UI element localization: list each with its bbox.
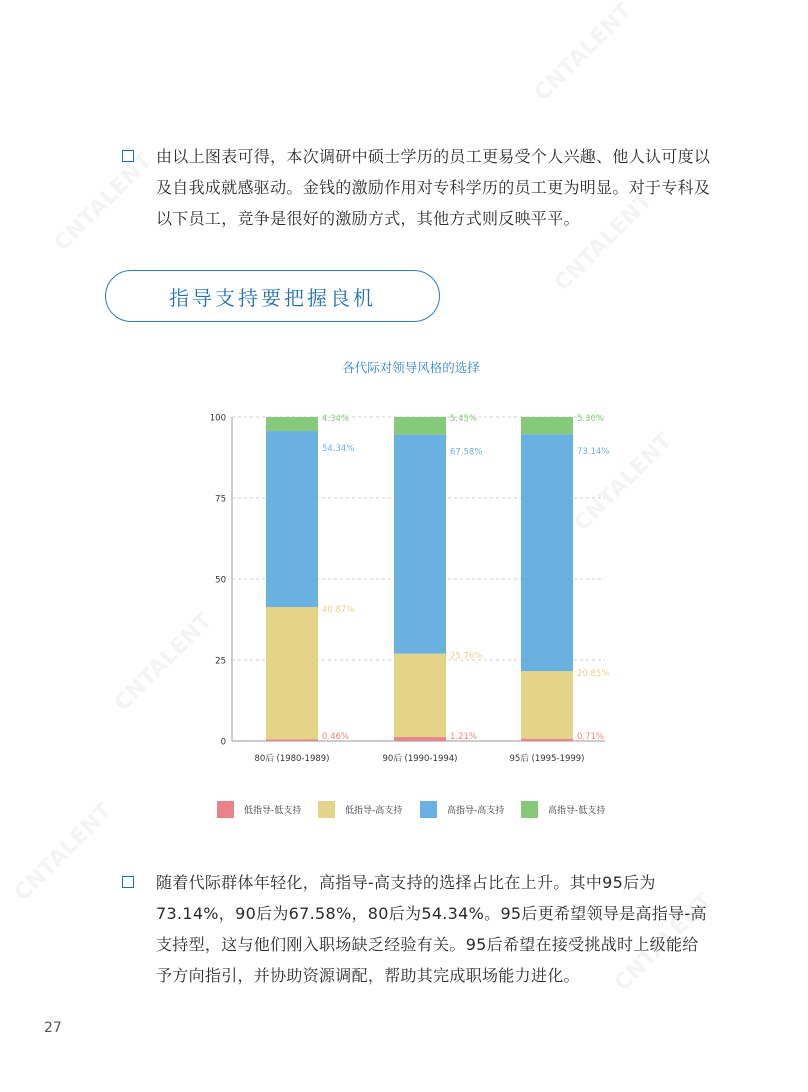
bar-segment [266,431,318,607]
bar-segment [394,654,446,737]
data-label: 0.46% [322,732,350,742]
data-label: 73.14% [577,447,610,458]
bar-segment [394,435,446,654]
intro-text: 由以上图表可得，本次调研中硕士学历的员工更易受个人兴趣、他人认可度以及自我成就感驱动。金钱的激励作用对专科学历的员工更为明显。对于专科及以下员工，竞争是很好的激励方式，其他方式则反映平平。 [156,147,711,228]
section-title: 指导支持要把握良机 [105,270,440,322]
checkbox-bullet-icon [122,150,134,162]
bar-segment [266,607,318,739]
data-label: 40.87% [322,605,355,616]
legend-swatch [521,801,538,818]
bar-segment [266,740,318,741]
legend-swatch [420,801,437,818]
legend-label: 高指导-高支持 [447,806,505,816]
y-tick-label: 50 [215,575,226,586]
bar-segment [521,417,573,434]
x-tick-label: 90后 (1990-1994) [382,754,458,764]
conclusion-paragraph [122,867,712,991]
y-tick-label: 25 [215,656,226,667]
checkbox-bullet-icon [122,876,134,888]
legend-label: 低指导-高支持 [345,806,403,816]
data-label: 54.34% [322,444,355,455]
data-label: 25.76% [450,651,483,662]
chart-title: 各代际对领导风格的选择 [342,360,480,375]
bar-segment [521,434,573,671]
data-label: 1.21% [450,732,478,742]
stacked-bar-chart [0,350,808,820]
bar-segment [394,417,446,435]
y-tick-label: 0 [220,737,226,748]
data-label: 67.58% [450,447,483,458]
data-label: 20.85% [577,669,610,680]
page-number: 27 [44,1020,62,1036]
bar-segment [394,737,446,741]
data-label: 4.34% [322,413,350,424]
y-tick-label: 100 [209,413,226,424]
y-tick-label: 75 [215,494,226,505]
x-tick-label: 95后 (1995-1999) [509,754,585,764]
data-label: 0.71% [577,732,605,742]
intro-paragraph [122,141,712,234]
legend-swatch [217,801,234,818]
legend-swatch [318,801,335,818]
bar-segment [266,417,318,431]
data-label: 5.30% [577,414,605,424]
bar-segment [521,739,573,741]
data-label: 5.45% [450,414,478,424]
legend-label: 高指导-低支持 [548,806,606,816]
conclusion-text: 随着代际群体年轻化，高指导-高支持的选择占比在上升。其中95后为73.14%，90后为67.58%，80后为54.34%。95后更希望领导是高指导-高支持型，这与他们刚入职场缺乏经验有关。95后希望在接受挑战时上级能给予方向指引，并协助资源调配，帮助其完成职场能力进化。 [156,873,707,985]
bar-segment [521,671,573,739]
x-tick-label: 80后 (1980-1989) [254,754,330,764]
watermark [530,0,638,106]
legend-label: 低指导-低支持 [244,806,302,816]
